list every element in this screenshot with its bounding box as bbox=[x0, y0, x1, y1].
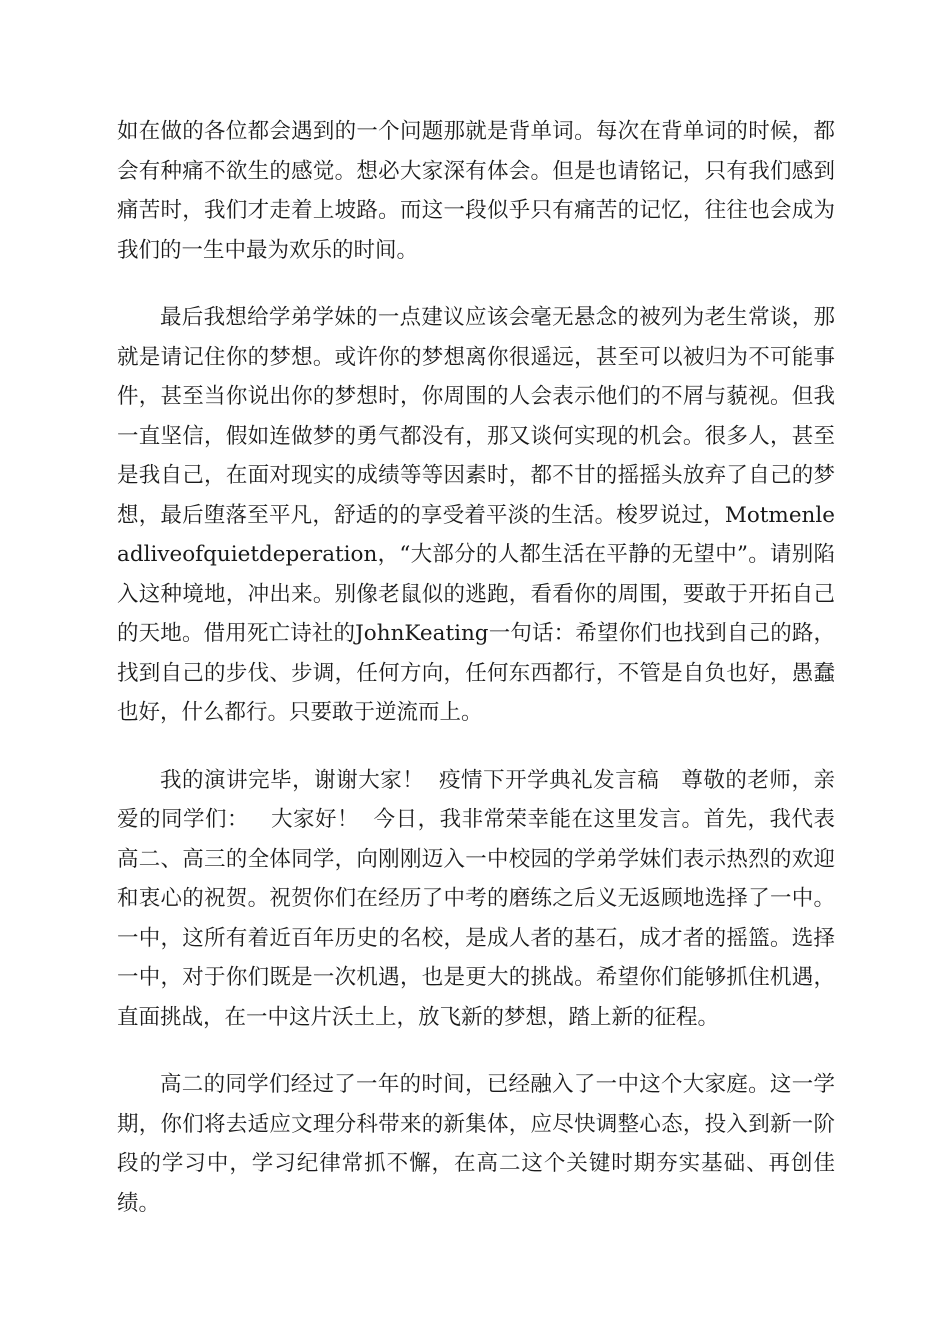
paragraph-2: 最后我想给学弟学妹的一点建议应该会毫无悬念的被列为老生常谈，那就是请记住你的梦想。或许你的梦想离你很遥远，甚至可以被归为不可能事件，甚至当你说出你的梦想时，你周围的人会表示他们的不屑与藐视。但我一直坚信，假如连做梦的勇气都没有，那又谈何实现的机会。很多人，甚至是我自己，在面对现实的成绩等等因素时，都不甘的摇摇头放弃了自己的梦想，最后堕落至平凡，舒适的的享受着平淡的生活。梭罗说过，Motmenleadliveofquietdeperation，“大部分的人都生活在平静的无望中”。请别陷入这种境地，冲出来。别像老鼠似的逃跑，看看你的周围，要敢于开拓自己的天地。借用死亡诗社的JohnKeating一句话：希望你们也找到自己的路，找到自己的步伐、步调，任何方向，任何东西都行，不管是自负也好，愚蠢也好，什么都行。只要敢于逆流而上。 bbox=[117, 305, 835, 725]
paragraph-3: 我的演讲完毕，谢谢大家！ 疫情下开学典礼发言稿 尊敬的老师，亲爱的同学们： 大家好！ 今日，我非常荣幸能在这里发言。首先，我代表高二、高三的全体同学，向刚刚迈入一中校园的学弟学妹们表示热烈的欢迎和衷心的祝贺。祝贺你们在经历了中考的磨练之后义无返顾地选择了一中。一中，这所有着近百年历史的名校，是成人者的基石，成才者的摇篮。选择一中，对于你们既是一次机遇，也是更大的挑战。希望你们能够抓住机遇，直面挑战，在一中这片沃土上，放飞新的梦想，踏上新的征程。 bbox=[117, 767, 835, 1030]
document-body bbox=[117, 112, 835, 1251]
paragraph-1: 如在做的各位都会遇到的一个问题那就是背单词。每次在背单词的时候，都会有种痛不欲生的感觉。想必大家深有体会。但是也请铭记，只有我们感到痛苦时，我们才走着上坡路。而这一段似乎只有痛苦的记忆，往往也会成为我们的一生中最为欢乐的时间。 bbox=[117, 119, 835, 263]
paragraph-4: 高二的同学们经过了一年的时间，已经融入了一中这个大家庭。这一学期，你们将去适应文理分科带来的新集体，应尽快调整心态，投入到新一阶段的学习中，学习纪律常抓不懈，在高二这个关键时期夯实基础、再创佳绩。 bbox=[117, 1072, 835, 1216]
